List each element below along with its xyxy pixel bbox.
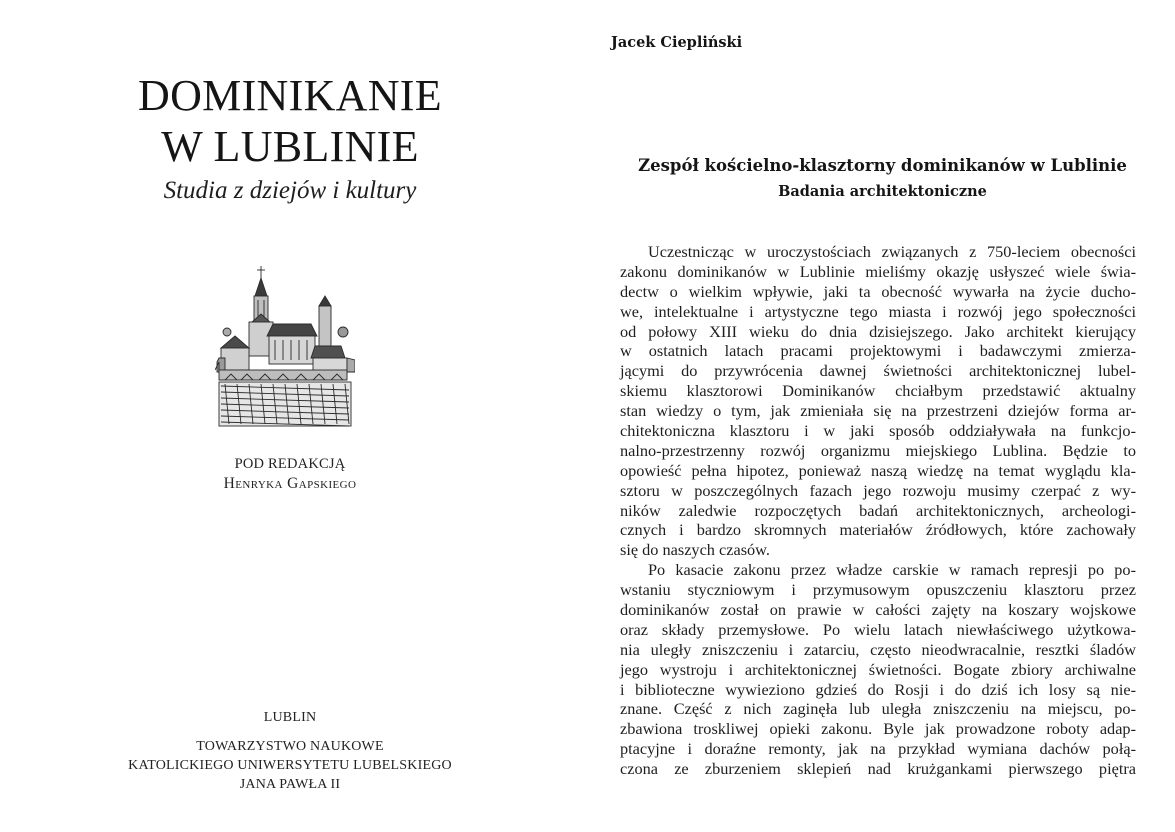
body-line: jącymi do przywrócenia dawnej świetności architektonicznej lubel- bbox=[620, 361, 1136, 381]
article-title: Zespół kościelno-klasztorny dominikanów w Lublinie bbox=[638, 156, 1127, 175]
publisher-line-1: TOWARZYSTWO NAUKOWE bbox=[196, 739, 384, 754]
publisher-line-2: KATOLICKIEGO UNIWERSYTETU LUBELSKIEGO bbox=[128, 758, 452, 773]
editor-label: POD REDAKCJĄ bbox=[234, 456, 346, 472]
body-line: czona ze zburzeniem sklepień nad krużgankami pierwszego piętra bbox=[620, 759, 1136, 779]
article-body bbox=[620, 242, 1136, 779]
body-line: opowieść pełna hipotez, ponieważ naszą wiedzę na temat wyglądu kla- bbox=[620, 460, 1136, 480]
body-line: ptacyjne i doraźne remonty, jak na przykład wymiana dachów połą- bbox=[620, 739, 1136, 759]
body-line: zakonu dominikanów w Lublinie mieliśmy okazję usłyszeć wiele świa- bbox=[620, 261, 1136, 281]
body-line: we, intelektualne i artystyczne tego miasta i rozwój jego społeczności bbox=[620, 301, 1136, 321]
body-line: i biblioteczne wywieziono gdzieś do Rosji i do dziś ich losy są nie- bbox=[620, 679, 1136, 699]
body-line: znane. Część z nich zaginęła lub uległa zniszczeniu na miejscu, po- bbox=[620, 699, 1136, 719]
body-line: się do naszych czasów. bbox=[620, 540, 770, 560]
article-page bbox=[580, 0, 1175, 832]
body-line: wstaniu styczniowym i przymusowym opuszczeniu klasztoru przez bbox=[620, 580, 1136, 600]
body-line: skiemu klasztorowi Dominikanów chciałbym przedstawić aktualny bbox=[620, 381, 1136, 401]
book-title-line-1: DOMINIKANIE bbox=[138, 71, 442, 120]
body-line: stan wiedzy o tym, jak zmieniała się na przestrzeni dziejów forma ar- bbox=[620, 401, 1136, 421]
body-line: od połowy XIII wieku do dnia dzisiejszego. Jako architekt kierujący bbox=[620, 321, 1136, 341]
body-line: chitektoniczna klasztoru i w jaki sposób oddziaływała na funkcjo- bbox=[620, 421, 1136, 441]
body-line: dectw o wielkim wpływie, jaki ta obecność wywarła na życie ducho- bbox=[620, 281, 1136, 301]
publisher-line-3: JANA PAWŁA II bbox=[239, 777, 341, 792]
body-line: Po kasacie zakonu przez władze carskie w ramach represji po po- bbox=[648, 560, 1136, 580]
body-line: dominikanów został on prawie w całości zajęty na koszary wojskowe bbox=[620, 600, 1136, 620]
article-subtitle: Badania architektoniczne bbox=[778, 183, 987, 200]
body-line: ników zaledwie rozpoczętych badań architektonicznych, archeologi- bbox=[620, 500, 1136, 520]
article-author: Jacek Ciepliński bbox=[611, 34, 743, 51]
body-line: cznych i bardzo skromnych materiałów źródłowych, które zachowały bbox=[620, 520, 1136, 540]
body-line: nia uległy zniszczeniu i zatarciu, często nieodwracalnie, resztki śladów bbox=[620, 639, 1136, 659]
body-line: oraz składy przemysłowe. Po wielu latach niewłaściwego użytkowa- bbox=[620, 619, 1136, 639]
city-engraving-icon bbox=[215, 262, 355, 430]
body-line: Uczestnicząc w uroczystościach związanych z 750-leciem obecności bbox=[648, 242, 1136, 261]
editor-name: Henryka Gapskiego bbox=[223, 475, 357, 492]
publication-city: LUBLIN bbox=[263, 710, 317, 725]
book-title-line-2: W LUBLINIE bbox=[161, 122, 419, 171]
body-line: zbawiona troskliwej opieki zakonu. Byle jak prowadzone roboty adap- bbox=[620, 719, 1136, 739]
title-page bbox=[0, 0, 580, 832]
body-line: sztoru w poszczególnych fazach jego rozwoju musimy czerpać z wy- bbox=[620, 480, 1136, 500]
book-subtitle: Studia z dziejów i kultury bbox=[163, 177, 417, 204]
body-line: nalno-przestrzenny rozwój organizmu miejskiego Lublina. Będzie to bbox=[620, 440, 1136, 460]
body-line: w ostatnich latach pracami projektowymi i badawczymi zmierza- bbox=[620, 341, 1136, 361]
body-line: jego wystroju i architektonicznej świetności. Bogate zbiory archiwalne bbox=[620, 659, 1136, 679]
